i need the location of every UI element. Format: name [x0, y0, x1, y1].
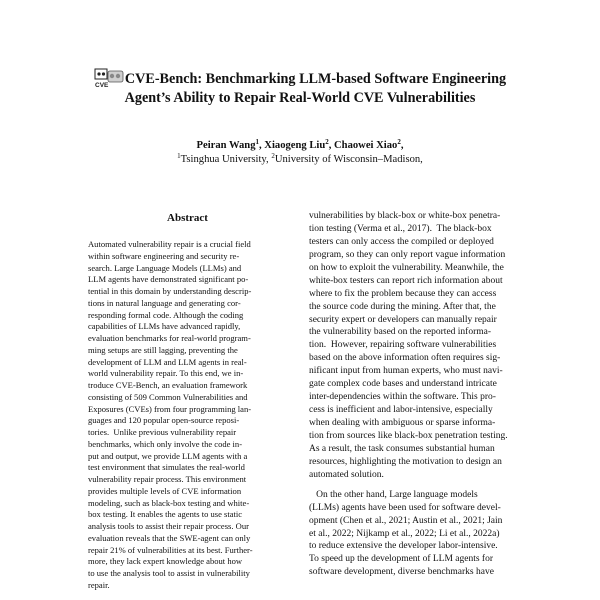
text-line: nificant input from human experts, who must navi- [309, 366, 503, 377]
text-line: benchmarks, which only involve the code in- [88, 438, 243, 449]
author-separator: , [400, 140, 404, 151]
text-line: gate complex code bases and understand intricate [309, 379, 497, 390]
text-line: consisting of 509 Common Vulnerabilities and [88, 391, 248, 402]
text-line: vulnerabilities by black-box or white-box penetra- [309, 211, 501, 221]
abstract-column [88, 211, 287, 592]
text-line: within software engineering and security re- [88, 250, 240, 261]
author-name: Peiran Wang [196, 140, 256, 151]
text-line: On the other hand, Large language models [309, 489, 478, 500]
author-list [0, 139, 600, 153]
text-line: tential in this domain by understanding descrip- [88, 286, 252, 296]
text-line: based on the above information often requires sig- [309, 353, 501, 364]
text-line: more, they lack expert knowledge about how [88, 556, 243, 567]
text-line: development of LLM and LLM agents in real- [88, 356, 247, 367]
logo-label: CVE [94, 82, 109, 88]
affiliation-mark: 2 [271, 152, 275, 160]
text-line: tion from sources like black-box penetration testing. [309, 430, 508, 441]
author-separator: , [259, 140, 265, 151]
affiliation-mark: 1 [177, 152, 181, 160]
cve-logo-icon [94, 68, 124, 88]
affiliation-separator: , [420, 154, 423, 165]
text-line: to use the analysis tool to assist in vulnerability [88, 568, 250, 578]
text-line: evaluation reveals that the SWE-agent can only [88, 532, 251, 543]
text-line: tories. Unlike previous vulnerability repair [88, 427, 237, 437]
text-line: world vulnerability repair. To this end, we in- [88, 368, 244, 379]
affiliation-list [0, 153, 600, 167]
text-line: where to fix the problem because they can access [309, 288, 497, 299]
text-line: software development, diverse benchmarks have [309, 567, 494, 578]
text-line: program, so they can only report vague information [309, 249, 506, 260]
author-name: Chaowei Xiao [334, 140, 398, 151]
text-line: (LLMs) agents have been used for software devel- [309, 502, 501, 513]
text-line: inter-dependencies within the software. This pro- [309, 392, 496, 403]
affiliation-separator: , [266, 154, 272, 165]
text-line: testers can only access the compiled or deployed [309, 236, 494, 247]
text-line: resources, highlighting the motivation to design an [309, 456, 502, 467]
text-line: ming setups are still lagging, preventing the [88, 344, 238, 355]
text-line: put and output, we provide LLM agents with a [88, 450, 248, 461]
text-line: opment (Chen et al., 2021; Austin et al., 2021; Jain [309, 515, 503, 526]
affiliation-name: Tsinghua University [180, 154, 267, 165]
text-line: tions in natural language and generating cor- [88, 297, 241, 308]
text-line: capabilities of LLMs have advanced rapidly, [88, 321, 241, 332]
text-line: automated solution. [309, 469, 384, 480]
text-line: As a result, the task consumes substantial human [309, 443, 495, 454]
text-line: tion testing (Verma et al., 2017). The black-box [309, 223, 492, 234]
affiliation-name: University of Wisconsin–Madison [274, 154, 421, 165]
text-line: LLM agents have demonstrated significant po- [88, 274, 249, 285]
text-line: vulnerability repair process. This environment [88, 474, 247, 484]
author-name: Xiaogeng Liu [264, 140, 326, 151]
paper-title [0, 68, 600, 108]
text-line: troduce CVE-Bench, an evaluation framework [88, 380, 248, 390]
title-text-1: CVE-Bench: Benchmarking LLM-based Software Engineering [124, 71, 507, 87]
introduction-column [309, 210, 531, 579]
text-line: responding formal code. Although the coding [88, 309, 244, 320]
author-mark: 1 [255, 138, 259, 146]
text-line: guages and 120 popular open-source reposi- [88, 415, 240, 426]
abstract-body [88, 239, 287, 592]
text-line: white-box testers can report rich information about [309, 275, 503, 286]
text-line: Automated vulnerability repair is a crucial field [88, 239, 251, 249]
text-line: Exposures (CVEs) from four programming lan- [88, 403, 252, 414]
text-line: security expert or developers can manually repair [309, 314, 497, 325]
title-line-2: Agent’s Ability to Repair Real-World CVE Vulnerabilities [124, 90, 476, 106]
author-mark: 2 [397, 138, 401, 146]
text-line: to reduce extensive the developer labor-intensive. [309, 541, 498, 552]
paragraph-1 [309, 210, 531, 482]
text-line: on how to exploit the vulnerability. Meanwhile, the [309, 262, 504, 273]
author-separator: , [328, 140, 335, 151]
text-line: To speed up the development of LLM agents for [309, 554, 494, 565]
text-line: box testing. It enables the agents to use static [88, 509, 243, 520]
text-line: tion. However, repairing software vulnerabilities [309, 340, 497, 351]
text-line: modeling, such as black-box testing and white- [88, 497, 250, 508]
text-line: provides multiple levels of CVE information [88, 485, 242, 496]
text-line: et al., 2022; Nijkamp et al., 2022; Li et al., 2022a) [309, 528, 500, 539]
paragraph-2 [309, 489, 531, 580]
text-line: cess is inefficient and labor-intensive, especially [309, 405, 493, 416]
title-line-1 [0, 68, 600, 89]
text-line: repair. [88, 579, 110, 590]
text-line: evaluation benchmarks for real-world program- [88, 333, 251, 343]
text-line: search. Large Language Models (LLMs) and [88, 262, 242, 273]
text-line: repair 21% of vulnerabilities at its best. Further- [88, 544, 253, 555]
text-line: the vulnerability based on the reported informa- [309, 327, 492, 338]
text-line: when dealing with ambiguous or sparse informa- [309, 418, 496, 428]
text-line: the source code during the mining. After that, the [309, 301, 496, 312]
paragraph-gap [309, 482, 531, 489]
abstract-heading: Abstract [167, 212, 208, 224]
text-line: analysis tools to assist their repair process. Our [88, 521, 249, 531]
text-line: test environment that simulates the real-world [88, 462, 245, 473]
author-mark: 2 [325, 138, 329, 146]
